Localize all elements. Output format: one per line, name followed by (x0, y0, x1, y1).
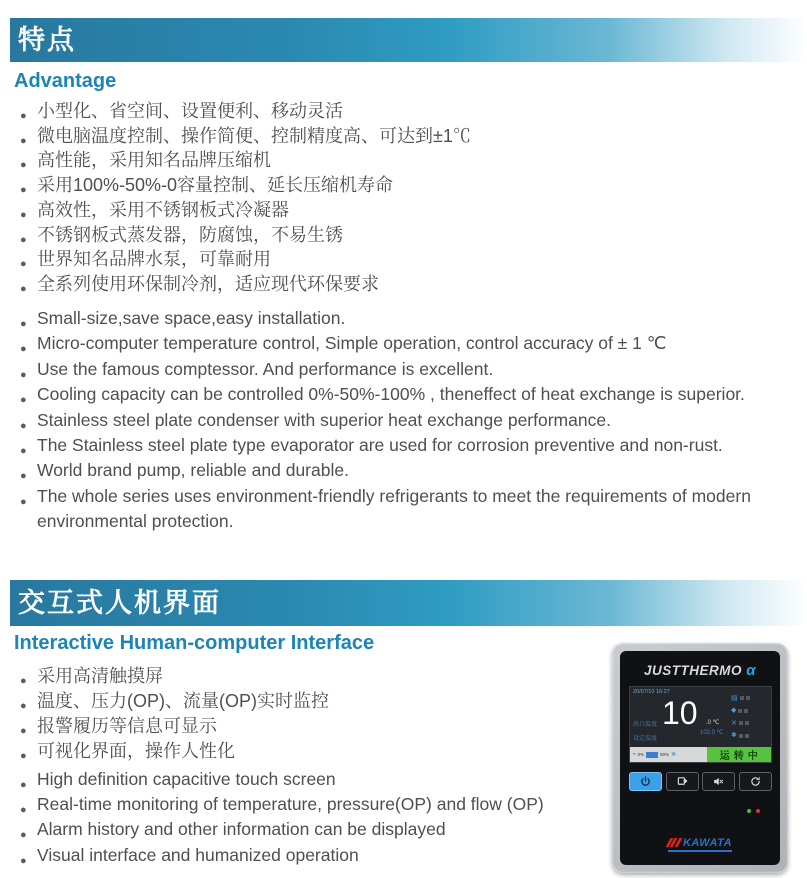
outlet-temp-label: 出口温度 (633, 722, 658, 728)
capacity-indicator (646, 752, 658, 758)
scale-0-label: 0% (637, 752, 645, 757)
advantage-heading: Advantage (14, 70, 117, 92)
temperature-value: 10 (662, 695, 698, 731)
refresh-icon (750, 776, 761, 787)
list-item: ● The whole series uses environment-friendly refrigerants to meet the requirements of modern environmental protection. (20, 484, 798, 535)
screen-timestamp: 20/07/10 16:27 (633, 689, 670, 695)
screen-side-menu (731, 687, 771, 747)
list-item: ● 温度、压力(OP)、流量(OP)实时监控 (20, 689, 600, 714)
set-temperature-value: 102.0 ℃ (700, 730, 724, 736)
mute-button (702, 772, 735, 791)
brand-alpha: α (746, 662, 757, 679)
interface-list-chinese (20, 664, 600, 764)
screen-arrow-icon (677, 776, 688, 787)
list-item: ● 高效性，采用不锈钢板式冷凝器 (20, 198, 790, 223)
list-item: ● Use the famous comptessor. And performance is excellent. (20, 357, 798, 382)
temperature-unit: .0 ℃ (706, 720, 720, 726)
banner-title: 特点 (18, 25, 76, 55)
brand-label (620, 662, 780, 679)
list-item: ● World brand pump, reliable and durable. (20, 458, 798, 483)
list-item: ● Stainless steel plate condenser with superior heat exchange performance. (20, 408, 798, 433)
logo-text: KAWATA (682, 836, 733, 849)
controller-front-panel (620, 651, 780, 865)
logo-stripes-icon (668, 838, 680, 847)
advantage-list-chinese (20, 99, 790, 297)
speaker-mute-icon (713, 776, 724, 787)
running-status-badge: 运转中 (707, 747, 771, 762)
list-item: ● Real-time monitoring of temperature, pressure(OP) and flow (OP) (20, 792, 610, 817)
list-item: ● The Stainless steel plate type evaporator are used for corrosion preventive and non-rust. (20, 433, 798, 458)
set-temp-label: 设定温度 (633, 736, 658, 742)
screen-main-area (630, 687, 731, 747)
shield-icon: ◆ (731, 707, 737, 715)
banner-title: 交互式人机界面 (18, 588, 221, 618)
reset-button (739, 772, 772, 791)
list-item: ● 微电脑温度控制、操作简便、控制精度高、可达到±1℃ (20, 124, 790, 149)
touch-screen (629, 686, 772, 763)
snowflake-icon: ❄ (671, 752, 677, 758)
monitor-icon: ▤ (731, 694, 738, 702)
list-item: ● Cooling capacity can be controlled 0%-50%-100% , theneffect of heat exchange is superior. (20, 382, 798, 407)
physical-buttons (629, 772, 772, 791)
power-icon (640, 776, 651, 787)
red-led (756, 809, 760, 813)
list-item: ● 采用高清触摸屏 (20, 664, 600, 689)
list-item: ● 高性能，采用知名品牌压缩机 (20, 148, 790, 173)
power-button (629, 772, 662, 791)
gear-icon: ✱ (731, 732, 737, 740)
capacity-scale-bar (630, 747, 707, 762)
controller-device-image (612, 643, 788, 873)
list-item: ● 全系列使用环保制冷剂，适应现代环保要求 (20, 272, 790, 297)
list-item: ● 报警履历等信息可显示 (20, 714, 600, 739)
list-item: ● Small-size,save space,easy installation. (20, 306, 798, 331)
tools-icon: ✕ (731, 719, 737, 727)
list-item: ● 世界知名品牌水泵，可靠耐用 (20, 247, 790, 272)
interface-heading: Interactive Human-computer Interface (14, 632, 375, 654)
green-led (747, 809, 751, 813)
section-banner-interface (10, 580, 807, 626)
interface-list-english (20, 767, 610, 868)
list-item: ● 可视化界面，操作人性化 (20, 739, 600, 764)
list-item: ● High definition capacitive touch screen (20, 767, 610, 792)
list-item: ● Micro-computer temperature control, Simple operation, control accuracy of ± 1 ℃ (20, 331, 798, 356)
mode-button (666, 772, 699, 791)
advantage-list-english (20, 306, 798, 535)
scale-50-label: 50% (660, 752, 670, 757)
list-item: ● Alarm history and other information can be displayed (20, 817, 610, 842)
list-item: ● 不锈钢板式蒸发器，防腐蚀，不易生锈 (20, 223, 790, 248)
section-banner-features (10, 18, 807, 62)
list-item: ● 小型化、省空间、设置便利、移动灵活 (20, 99, 790, 124)
list-item: ● 采用100%-50%-0容量控制、延长压缩机寿命 (20, 173, 790, 198)
timer-icon: ◔ (632, 751, 636, 758)
brand-name: JUSTTHERMO (643, 663, 742, 678)
list-item: ● Visual interface and humanized operation (20, 843, 610, 868)
kawata-logo (620, 834, 780, 852)
status-leds (747, 809, 760, 813)
